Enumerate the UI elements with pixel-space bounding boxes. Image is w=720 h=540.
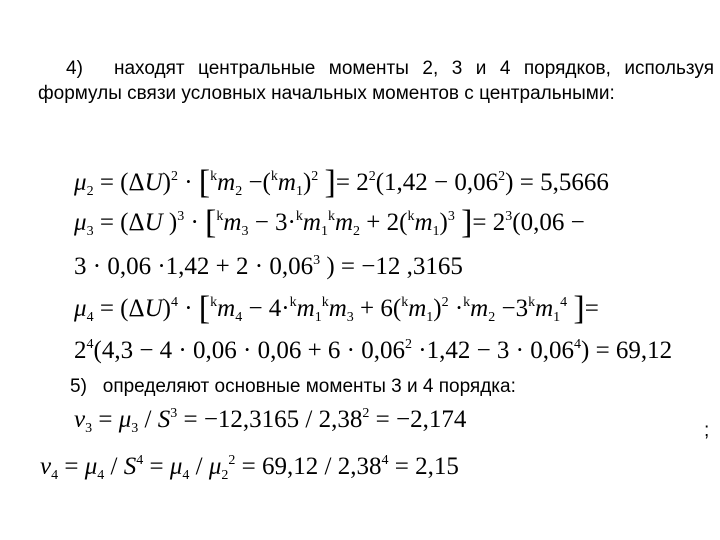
formula-mu4-line2: $2^4(4,3 - 4 \cdot 0,06 \cdot 0,06 + 6 \cdot 0,06^2 \cdot 1,42 - 3 \cdot 0,06^4) = 69,12$ [74,337,673,364]
formula-nu3: $\nu_3 = \mu_3 / S^3 = -12,3165 / 2,38^2 = -2,174$ [74,406,467,436]
item-number-5: 5) [70,376,87,397]
intro-text: находят центральные моменты 2, 3 и 4 порядков, используя формулы связи условных начальных моментов с центральными: [38,58,714,104]
semicolon-separator: ; [704,420,710,441]
formula-nu4: $\nu_4 = \mu_4 / S^4 = \mu_4 / \mu_2^2 = 69,12 / 2,38^4 = 2,15$ [40,453,459,483]
formula-mu4-line1: $\mu_4 = (\Delta U)^4 \cdot [^km_4 - 4\cdot^km_1^km_3 + 6(^km_1)^2 \cdot^km_2 -3^km_1^4$ ]= [74,290,599,327]
item-number-4: 4) [66,58,83,79]
item-5-heading [70,375,516,399]
intro-paragraph [38,56,714,106]
item-5-text: определяют основные моменты 3 и 4 порядка: [102,376,516,397]
formula-mu2: $\mu_2 = (\Delta U)^2 \cdot [^km_2 -(^km_1)^2$ ]= $2^2(1,42 - 0,06^2) = 5,5666$ [74,164,609,201]
formula-mu3-line1: $\mu_3 = (\Delta U$ )$^3 \cdot [^km_3 - 3\cdot^km_1^km_2 + 2(^km_1)^3$ ]= $2^3(0,06$ − [74,204,585,241]
formula-mu3-line2: $3 \cdot 0,06 \cdot 1,42 + 2 \cdot 0,06^3$ ) = −12 ,3165 [74,253,463,280]
